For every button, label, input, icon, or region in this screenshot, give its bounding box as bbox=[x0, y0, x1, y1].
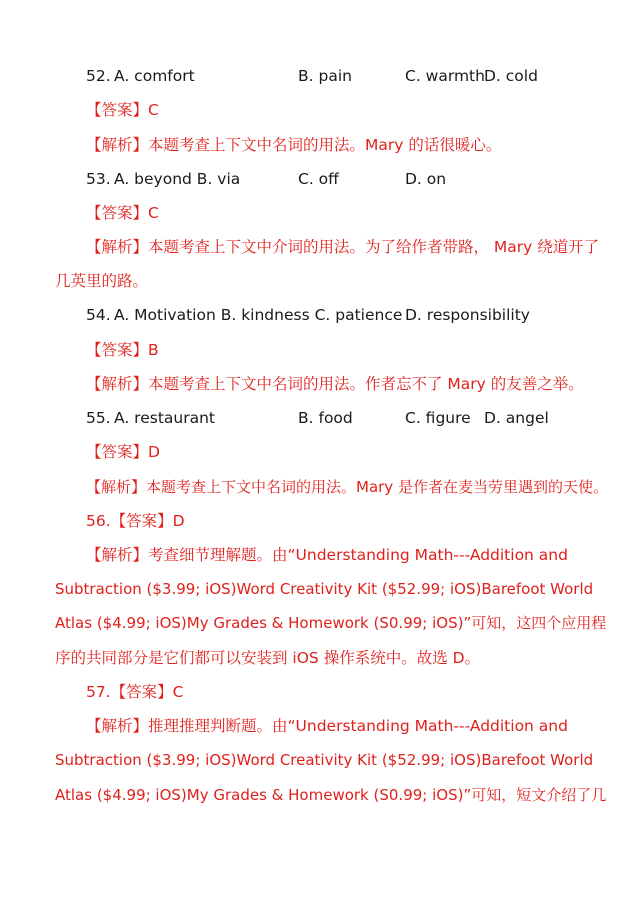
q52-option-c: C. warmth bbox=[405, 67, 485, 85]
q54-options bbox=[0, 305, 640, 325]
q56-analysis-line4: 序的共同部分是它们都可以安装到 iOS 操作系统中。故选 D。 bbox=[55, 649, 481, 667]
q52-number: 52. bbox=[86, 67, 111, 85]
q56-answer: 56.【答案】D bbox=[86, 512, 185, 530]
q55-option-a: A. restaurant bbox=[114, 409, 215, 427]
q54-number: 54. bbox=[86, 306, 111, 324]
q53-options bbox=[0, 169, 640, 189]
q52-analysis: 【解析】本题考查上下文中名词的用法。Mary 的话很暖心。 bbox=[86, 136, 502, 154]
q53-analysis-line1: 【解析】本题考查上下文中介词的用法。为了给作者带路， Mary 绕道开了 bbox=[86, 238, 600, 256]
q55-option-d: D. angel bbox=[484, 409, 549, 427]
q54-option-d: D. responsibility bbox=[405, 306, 530, 324]
q53-analysis-line2: 几英里的路。 bbox=[55, 272, 149, 290]
q57-analysis-line2: Subtraction ($3.99; iOS)Word Creativity Kit ($52.99; iOS)Barefoot World bbox=[55, 751, 594, 769]
q52-option-a: A. comfort bbox=[114, 67, 195, 85]
q53-option-d: D. on bbox=[405, 170, 447, 188]
q55-option-c: C. figure bbox=[405, 409, 471, 427]
q57-analysis-line1: 【解析】推理推理判断题。由“Understanding Math---Addition and bbox=[86, 717, 568, 735]
q53-answer: 【答案】C bbox=[86, 204, 159, 222]
q52-answer: 【答案】C bbox=[86, 101, 159, 119]
q53-number: 53. bbox=[86, 170, 111, 188]
q55-analysis: 【解析】本题考查上下文中名词的用法。Mary 是作者在麦当劳里遇到的天使。 bbox=[86, 478, 608, 496]
q52-option-d: D. cold bbox=[484, 67, 538, 85]
q55-option-b: B. food bbox=[298, 409, 353, 427]
q52-option-b: B. pain bbox=[298, 67, 352, 85]
q53-option-ab: A. beyond B. via bbox=[114, 170, 241, 188]
q54-answer: 【答案】B bbox=[86, 341, 159, 359]
q57-answer: 57.【答案】C bbox=[86, 683, 184, 701]
q55-number: 55. bbox=[86, 409, 111, 427]
q55-answer: 【答案】D bbox=[86, 443, 160, 461]
q56-analysis-line2: Subtraction ($3.99; iOS)Word Creativity Kit ($52.99; iOS)Barefoot World bbox=[55, 580, 594, 598]
q55-options bbox=[0, 408, 640, 428]
q53-option-c: C. off bbox=[298, 170, 339, 188]
q52-options bbox=[0, 66, 640, 86]
q56-analysis-line3: Atlas ($4.99; iOS)My Grades & Homework (S0.99; iOS)”可知，这四个应用程 bbox=[55, 614, 607, 632]
q57-analysis-line3: Atlas ($4.99; iOS)My Grades & Homework (S0.99; iOS)”可知，短文介绍了几 bbox=[55, 786, 607, 804]
q54-option-abc: A. Motivation B. kindness C. patience bbox=[114, 306, 403, 324]
q54-analysis: 【解析】本题考查上下文中名词的用法。作者忘不了 Mary 的友善之举。 bbox=[86, 375, 584, 393]
q56-analysis-line1: 【解析】考查细节理解题。由“Understanding Math---Addition and bbox=[86, 546, 568, 564]
